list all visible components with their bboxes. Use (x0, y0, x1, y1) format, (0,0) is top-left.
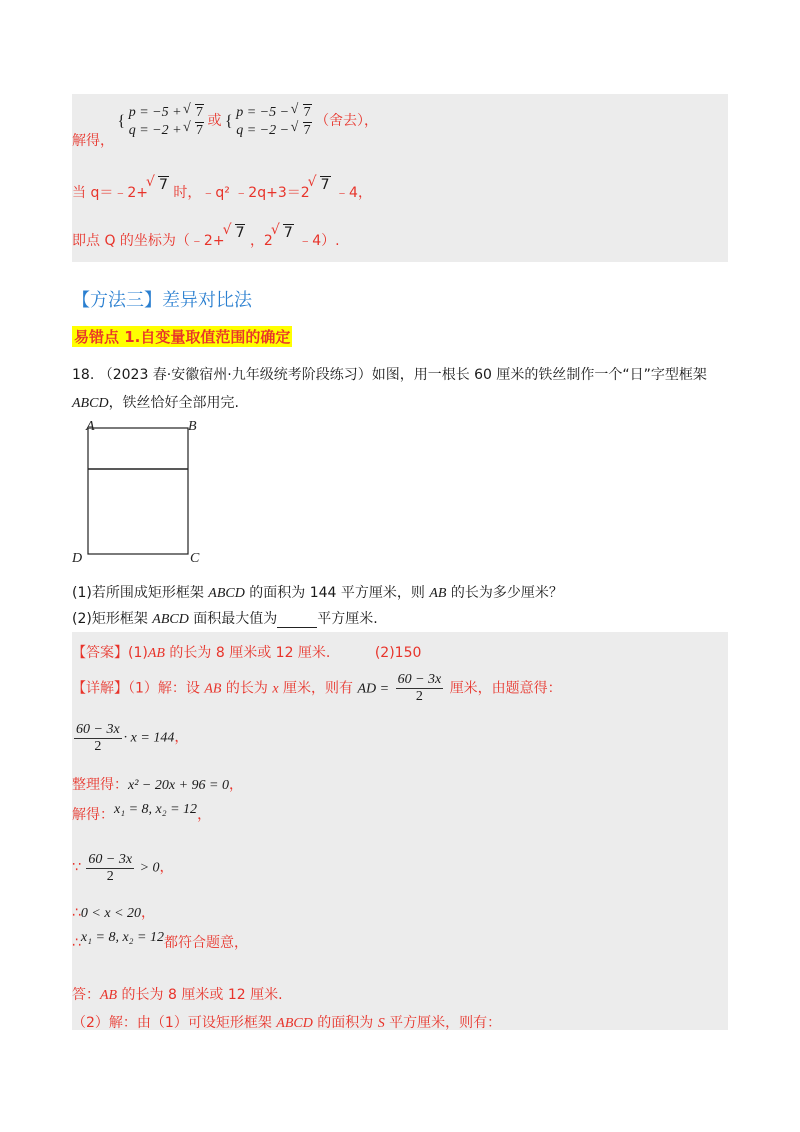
sys2-eq2: q = −2 − √ 7 (236, 123, 311, 138)
solve-line (72, 104, 379, 150)
frame-rectangle (88, 428, 188, 554)
or-word: 或 (207, 113, 222, 130)
label-b: B (188, 419, 197, 434)
fraction-cond: $\frac{60 - 3x}{2}$ (88, 852, 133, 884)
question-2: (2)矩形框架 ABCD 面积最大值为 平方厘米. (72, 611, 378, 627)
fits-line: ∴x₁ = 8, x₂ = 12都符合题意， (72, 930, 248, 951)
problem-line-2: ABCD，铁丝恰好全部用完. (72, 395, 240, 411)
answer-2: (2)150 (374, 645, 422, 661)
arrange-line: 整理得：x² − 20x + 96 = 0， (72, 777, 243, 793)
problem-number: 18. (72, 367, 95, 383)
answer-line: 【答案】(1)AB 的长为 8 厘米或 12 厘米. (2)150 (72, 645, 422, 661)
solve-label: 解得， (72, 133, 114, 150)
fraction-ad: $\frac{60 - 3x}{2}$ (397, 672, 442, 704)
answer-panel (72, 632, 728, 1030)
problem-source: （2023 春·安徽宿州·九年级统考阶段练习）如图，用一根长 60 厘米的铁丝制作一个“日”字型框架 (98, 367, 707, 383)
roots-line: 解得：x₁ = 8, x₂ = 12， (72, 802, 212, 823)
label-c: C (190, 551, 200, 566)
answer-blank (277, 613, 317, 628)
system-brace-2: { (225, 113, 233, 130)
system-2 (236, 104, 311, 140)
sqrt-7-d: √ 7 (273, 225, 294, 241)
sqrt-7-a: √ 7 (148, 177, 169, 193)
fraction-eq: $\frac{60 - 3x}{2}$ (76, 722, 120, 754)
solution-panel-top (72, 94, 728, 262)
frame-figure (72, 418, 212, 568)
method-heading: 【方法三】差异对比法 (72, 290, 252, 311)
problem-line-1 (72, 364, 707, 384)
label-d: D (72, 551, 83, 566)
part2-line: （2）解：由（1）可设矩形框架 ABCD 的面积为 S 平方厘米，则有： (72, 1015, 502, 1031)
error-point-label: 易错点 1.自变量取值范围的确定 (74, 328, 291, 346)
sys1-eq2: q = −2 + √ 7 (129, 123, 204, 138)
sys1-eq1: p = −5 + √ 7 (129, 105, 204, 120)
when-q-line: 当 q＝﹣2+√ 7 时，﹣q² ﹣2q+3＝2√ 7 ﹣4， (72, 182, 372, 202)
detail-tag: 【详解】 (72, 680, 128, 697)
sqrt-7-c: √ 7 (225, 225, 246, 241)
sqrt-7-b: √ 7 (310, 177, 331, 193)
system-1 (129, 104, 204, 140)
discard-note: （舍去）， (315, 113, 379, 130)
range-line: ∴0 < x < 20， (72, 905, 156, 921)
detail-line: 【详解】（1）解：设 AB 的长为 x 厘米，则有 AD = $\frac{60 - 3x}{2}$ 厘米，由题意得： (72, 672, 562, 704)
sys2-eq1: p = −5 − √ 7 (236, 105, 311, 120)
coordinate-line: 即点 Q 的坐标为（﹣2+√ 7 ，2√ 7 ﹣4）. (72, 230, 340, 250)
conclusion-line: 答：AB 的长为 8 厘米或 12 厘米. (72, 987, 283, 1003)
label-a: A (86, 419, 95, 434)
answer-tag: 【答案】 (72, 645, 128, 661)
condition-line: ∵ $\frac{60 - 3x}{2}$ > 0， (72, 852, 174, 884)
system-brace-1: { (117, 113, 126, 130)
question-1: (1)若所围成矩形框架 ABCD 的面积为 144 平方厘米，则 AB 的长为多少厘米？ (72, 585, 563, 601)
equation-line: $\frac{60 - 3x}{2}$ · x = 144， (76, 722, 189, 754)
